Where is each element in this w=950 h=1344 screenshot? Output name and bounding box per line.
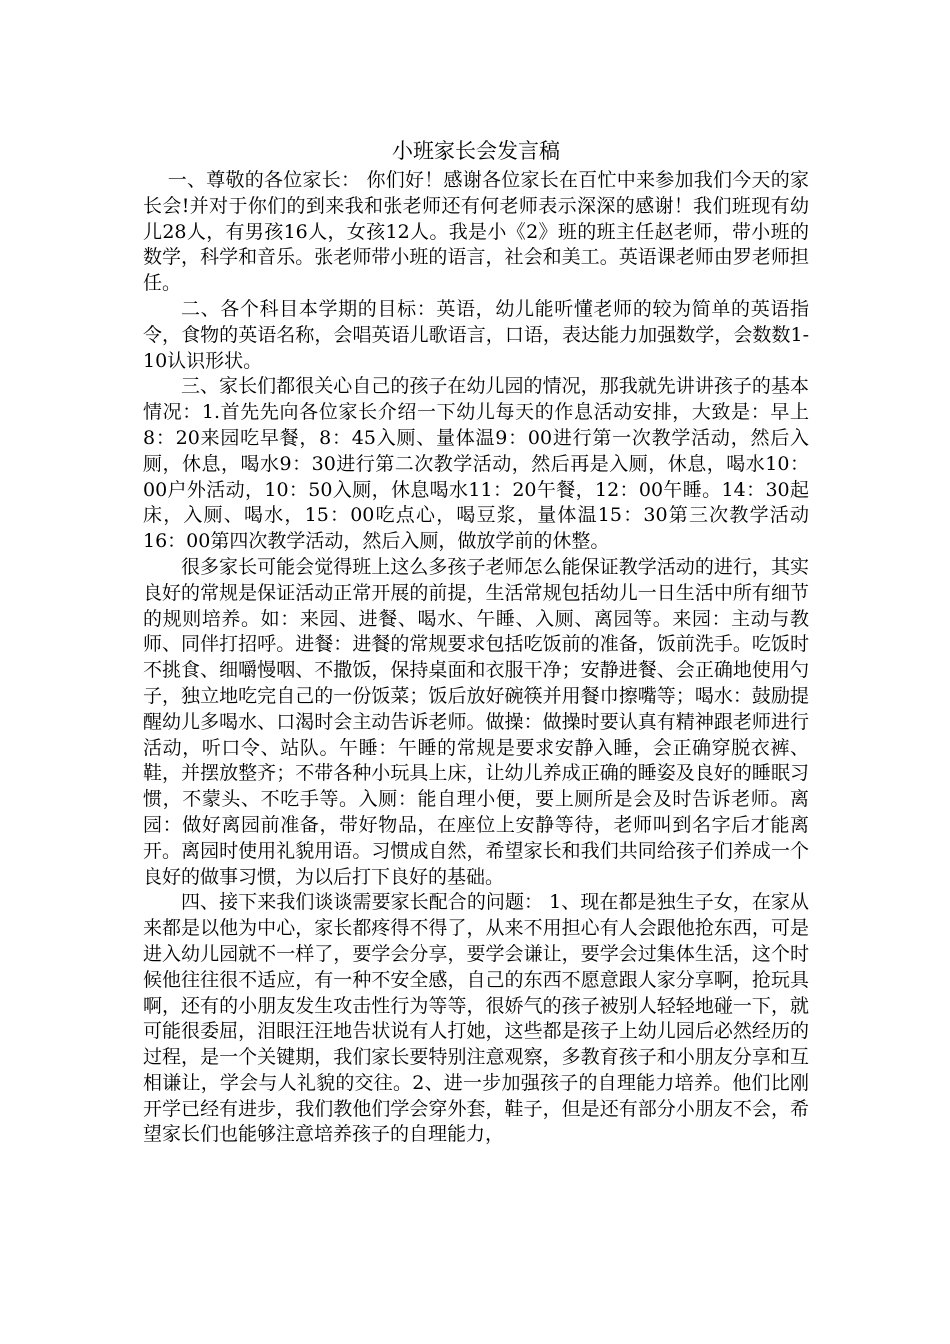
- paragraph-parent-cooperation: 四、接下来我们谈谈需要家长配合的问题： 1、现在都是独生子女，在家从来都是以他为中心，家长都疼得不得了，从来不用担心有人会跟他抢东西，可是进入幼儿园就不一样了，要学会分享，要学会谦让，要学会过集体生活，这个时候他往往很不适应，有一种不安全感，自己的东西不愿意跟人家分享啊，抢玩具啊，还有的小朋友发生攻击性行为等等，很娇气的孩子被别人轻轻地碰一下，就可能很委屈，泪眼汪汪地告状说有人打她，这些都是孩子上幼儿园后必然经历的过程，是一个关键期，我们家长要特别注意观察，多教育孩子和小朋友分享和互相谦让，学会与人礼貌的交往。2、进一步加强孩子的自理能力培养。他们比刚开学已经有进步，我们教他们学会穿外套，鞋子，但是还有部分小朋友不会，希望家长们也能够注意培养孩子的自理能力，: [143, 891, 809, 1146]
- paragraph-greeting: 一、尊敬的各位家长： 你们好！感谢各位家长在百忙中来参加我们今天的家长会!并对于你们的到来我和张老师还有何老师表示深深的感谢！我们班现有幼儿28人，有男孩16人，女孩12人。我是小《2》班的班主任赵老师，带小班的数学，科学和音乐。张老师带小班的语言，社会和美工。英语课老师由罗老师担任。: [143, 169, 809, 295]
- paragraph-subject-goals: 二、各个科目本学期的目标：英语，幼儿能听懂老师的较为简单的英语指令，食物的英语名称，会唱英语儿歌语言，口语，表达能力加强数学，会数数1-10认识形状。: [143, 297, 809, 372]
- paragraph-routines: 很多家长可能会觉得班上这么多孩子老师怎么能保证教学活动的进行，其实良好的常规是保证活动正常开展的前提，生活常规包括幼儿一日生活中所有细节的规则培养。如：来园、进餐、喝水、午睡、入厕、离园等。来园：主动与教师、同伴打招呼。进餐：进餐的常规要求包括吃饭前的准备，饭前洗手。吃饭时不挑食、细嚼慢咽、不撒饭，保持桌面和衣服干净；安静进餐、会正确地使用勺子，独立地吃完自己的一份饭菜；饭后放好碗筷并用餐巾擦嘴等；喝水：鼓励提醒幼儿多喝水、口渴时会主动告诉老师。做操：做操时要认真有精神跟老师进行活动，听口令、站队。午睡：午睡的常规是要求安静入睡，会正确穿脱衣裤、鞋，并摆放整齐；不带各种小玩具上床，让幼儿养成正确的睡姿及良好的睡眠习惯，不蒙头、不吃手等。入厕：能自理小便，要上厕所是会及时告诉老师。离园：做好离园前准备，带好物品，在座位上安静等待，老师叫到名字后才能离开。离园时使用礼貌用语。习惯成自然，希望家长和我们共同给孩子们养成一个良好的做事习惯，为以后打下良好的基础。: [143, 555, 809, 888]
- document-title: 小班家长会发言稿: [392, 139, 560, 163]
- document-body: [143, 136, 809, 1148]
- paragraph-daily-schedule: 三、家长们都很关心自己的孩子在幼儿园的情况，那我就先讲讲孩子的基本情况：1.首先先向各位家长介绍一下幼儿每天的作息活动安排，大致是：早上8：20来园吃早餐，8：45入厕、量体温9：00进行第一次教学活动，然后入厕，休息，喝水9：30进行第二次教学活动，然后再是入厕，休息，喝水10：00户外活动，10：50入厕，休息喝水11：20午餐，12：00午睡。14：30起床，入厕、喝水，15：00吃点心，喝豆浆，量体温15：30第三次教学活动16：00第四次教学活动，然后入厕，做放学前的休整。: [143, 375, 809, 553]
